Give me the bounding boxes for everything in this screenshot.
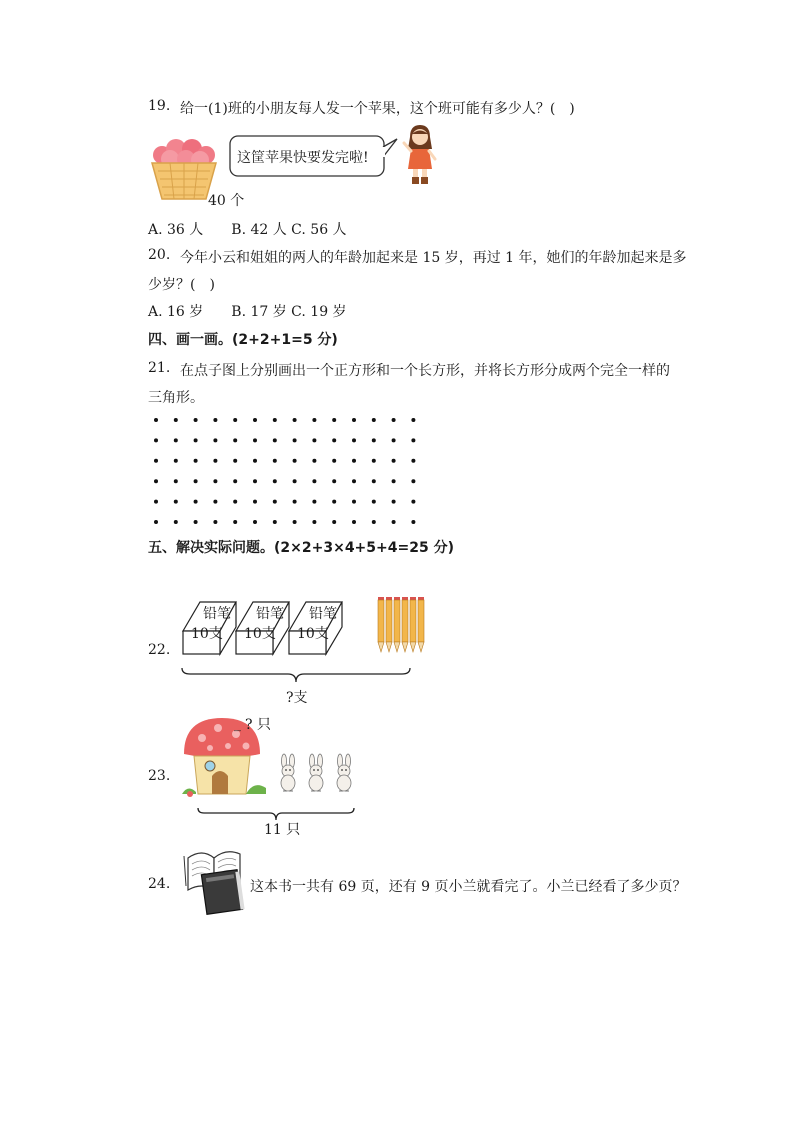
q24-number: 24. — [148, 876, 171, 892]
grid-dot[interactable] — [154, 479, 158, 483]
grid-dot[interactable] — [174, 438, 178, 442]
grid-dot[interactable] — [332, 459, 336, 463]
grid-dot[interactable] — [293, 418, 297, 422]
rabbit-icon — [309, 754, 323, 791]
grid-dot[interactable] — [411, 500, 415, 504]
grid-dot[interactable] — [293, 520, 297, 524]
grid-dot[interactable] — [194, 520, 198, 524]
grid-dot[interactable] — [233, 520, 237, 524]
grid-dot[interactable] — [194, 500, 198, 504]
total-brace — [180, 666, 412, 684]
grid-dot[interactable] — [174, 520, 178, 524]
grid-dot[interactable] — [233, 500, 237, 504]
grid-dot[interactable] — [332, 500, 336, 504]
grid-dot[interactable] — [154, 459, 158, 463]
basket-label: 40 个 — [208, 193, 245, 209]
q19-text: 给一(1)班的小朋友每人发一个苹果，这个班可能有多少人？( ) — [180, 101, 575, 117]
grid-dot[interactable] — [213, 500, 217, 504]
books-icon — [182, 846, 248, 914]
grid-dot[interactable] — [392, 418, 396, 422]
grid-dot[interactable] — [253, 520, 257, 524]
grid-dot[interactable] — [312, 520, 316, 524]
grid-dot[interactable] — [332, 418, 336, 422]
loose-pencils-icon — [376, 596, 426, 654]
box1-label-bottom: 10支 — [191, 626, 223, 642]
grid-dot[interactable] — [312, 500, 316, 504]
grid-dot[interactable] — [194, 418, 198, 422]
grid-dot[interactable] — [273, 418, 277, 422]
rabbit-icon — [337, 754, 351, 791]
box1-label-top: 铅笔 — [203, 606, 231, 622]
grid-dot[interactable] — [352, 500, 356, 504]
grid-dot[interactable] — [372, 520, 376, 524]
speech-text: 这筐苹果快要发完啦! — [237, 150, 369, 166]
grid-dot[interactable] — [154, 438, 158, 442]
box3-label-bottom: 10支 — [297, 626, 329, 642]
grid-dot[interactable] — [312, 459, 316, 463]
grid-dot[interactable] — [253, 438, 257, 442]
grid-dot[interactable] — [312, 438, 316, 442]
q24-text: 这本书一共有 69 页，还有 9 页小兰就看完了。小兰已经看了多少页？ — [250, 879, 687, 895]
grid-dot[interactable] — [392, 438, 396, 442]
grid-dot[interactable] — [332, 438, 336, 442]
pencil-icon — [386, 597, 392, 652]
grid-dot[interactable] — [253, 459, 257, 463]
grid-dot[interactable] — [352, 418, 356, 422]
q20-options: A. 16 岁 B. 17 岁 C. 19 岁 — [148, 304, 347, 320]
grid-dot[interactable] — [213, 418, 217, 422]
grid-dot[interactable] — [253, 418, 257, 422]
q21-text-line1: 在点子图上分别画出一个正方形和一个长方形，并将长方形分成两个完全一样的 — [180, 363, 670, 379]
rabbits-icon — [276, 754, 360, 792]
grid-dot[interactable] — [411, 520, 415, 524]
q19-number: 19. — [148, 98, 171, 114]
grid-dot[interactable] — [154, 520, 158, 524]
grid-dot[interactable] — [372, 479, 376, 483]
grid-dot[interactable] — [273, 500, 277, 504]
q19-options: A. 36 人 B. 42 人 C. 56 人 — [148, 222, 347, 238]
q20-text-line2: 少岁？( ) — [148, 277, 215, 293]
grid-dot[interactable] — [312, 418, 316, 422]
grid-dot[interactable] — [154, 418, 158, 422]
grid-dot[interactable] — [174, 418, 178, 422]
hidden-label-mark: _ — [234, 716, 241, 732]
box2-label-top: 铅笔 — [256, 606, 284, 622]
grid-dot[interactable] — [352, 438, 356, 442]
grid-dot[interactable] — [392, 479, 396, 483]
q20-number: 20. — [148, 247, 171, 263]
q22-total-label: ?支 — [286, 690, 308, 706]
grid-dot[interactable] — [332, 520, 336, 524]
grid-dot[interactable] — [213, 479, 217, 483]
grid-dot[interactable] — [372, 459, 376, 463]
grid-dot[interactable] — [233, 438, 237, 442]
grid-dot[interactable] — [194, 438, 198, 442]
grid-dot[interactable] — [411, 438, 415, 442]
grid-dot[interactable] — [273, 459, 277, 463]
dot-grid[interactable] — [148, 412, 428, 528]
grid-dot[interactable] — [312, 479, 316, 483]
grid-dot[interactable] — [154, 500, 158, 504]
grid-dot[interactable] — [352, 479, 356, 483]
grid-dot[interactable] — [392, 520, 396, 524]
grid-dot[interactable] — [293, 500, 297, 504]
grid-dot[interactable] — [273, 438, 277, 442]
grid-dot[interactable] — [174, 459, 178, 463]
grid-dot[interactable] — [174, 500, 178, 504]
grid-dot[interactable] — [194, 459, 198, 463]
grid-dot[interactable] — [233, 479, 237, 483]
grid-dot[interactable] — [372, 500, 376, 504]
q23-total-label: 11 只 — [264, 822, 301, 838]
grid-dot[interactable] — [213, 520, 217, 524]
q23-number: 23. — [148, 768, 171, 784]
q21-text-line2: 三角形。 — [148, 390, 204, 406]
q23-hidden-label: ? 只 — [245, 717, 271, 733]
grid-dot[interactable] — [392, 500, 396, 504]
grid-dot[interactable] — [253, 500, 257, 504]
grid-dot[interactable] — [372, 418, 376, 422]
pencil-icon — [402, 597, 408, 652]
q20-text-line1: 今年小云和姐姐的两人的年龄加起来是 15 岁，再过 1 年，她们的年龄加起来是多 — [180, 250, 687, 266]
section5-heading: 五、解决实际问题。(2×2+3×4+5+4=25 分) — [148, 540, 454, 556]
pencil-icon — [418, 597, 424, 652]
grid-dot[interactable] — [293, 459, 297, 463]
grid-dot[interactable] — [293, 479, 297, 483]
q22-number: 22. — [148, 642, 171, 658]
grid-dot[interactable] — [253, 479, 257, 483]
grid-dot[interactable] — [411, 459, 415, 463]
grid-dot[interactable] — [213, 459, 217, 463]
pencil-icon — [394, 597, 400, 652]
box3-label-top: 铅笔 — [309, 606, 337, 622]
section4-heading: 四、画一画。(2+2+1=5 分) — [148, 332, 338, 348]
grid-dot[interactable] — [174, 479, 178, 483]
grid-dot[interactable] — [293, 438, 297, 442]
box2-label-bottom: 10支 — [244, 626, 276, 642]
grid-dot[interactable] — [273, 479, 277, 483]
grid-dot[interactable] — [233, 418, 237, 422]
grid-dot[interactable] — [372, 438, 376, 442]
grid-dot[interactable] — [213, 438, 217, 442]
grid-dot[interactable] — [332, 479, 336, 483]
grid-dot[interactable] — [352, 520, 356, 524]
grid-dot[interactable] — [392, 459, 396, 463]
grid-dot[interactable] — [411, 479, 415, 483]
grid-dot[interactable] — [233, 459, 237, 463]
girl-icon — [402, 123, 438, 185]
grid-dot[interactable] — [352, 459, 356, 463]
pencil-icon — [378, 597, 384, 652]
rabbit-icon — [281, 754, 295, 791]
grid-dot[interactable] — [411, 418, 415, 422]
pencil-icon — [410, 597, 416, 652]
grid-dot[interactable] — [194, 479, 198, 483]
q21-number: 21. — [148, 360, 171, 376]
grid-dot[interactable] — [273, 520, 277, 524]
